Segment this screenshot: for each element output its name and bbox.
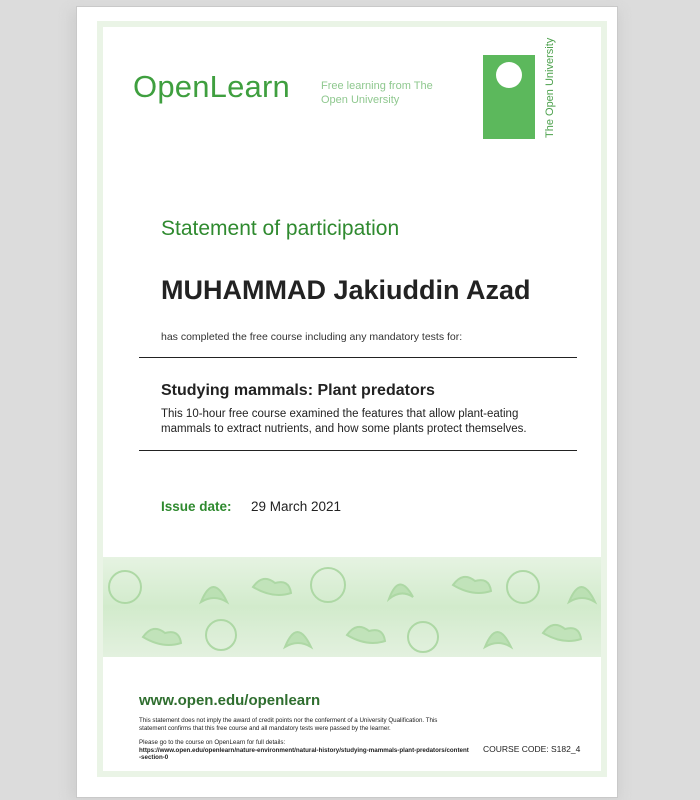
issue-date-label: Issue date:: [161, 499, 232, 514]
openlearn-url: www.open.edu/openlearn: [139, 692, 321, 709]
course-link-block: [139, 739, 469, 762]
open-university-wordmark: The Open University: [544, 37, 556, 138]
issue-date-value: 29 March 2021: [251, 499, 342, 514]
course-title: Studying mammals: Plant predators: [161, 382, 435, 399]
nature-pattern-icon: [103, 557, 601, 657]
openlearn-logo-text: OpenLearn: [133, 69, 290, 104]
completion-text: has completed the free course including any mandatory tests for:: [161, 331, 463, 343]
decorative-pattern-band: [103, 557, 601, 657]
divider-bottom: [139, 450, 577, 451]
open-university-logo-icon: [483, 55, 535, 139]
certificate: [76, 6, 618, 798]
course-link: https://www.open.edu/openlearn/nature-environment/natural-history/studying-mammals-plant-predators/content-section-0: [139, 746, 469, 761]
disclaimer-text: This statement does not imply the award of credit points nor the conferment of a University Qualification. This statement confirms that this free course and all mandatory tests were passed by the learner.: [139, 717, 438, 732]
course-code: COURSE CODE: S182_4: [483, 744, 581, 754]
certificate-inner: [97, 21, 607, 777]
course-description: This 10-hour free course examined the features that allow plant-eating mammals to extract nutrients, and how some plants protect themselves.: [161, 408, 527, 435]
tagline: Free learning from The Open University: [321, 80, 433, 106]
participant-name: MUHAMMAD Jakiuddin Azad: [161, 275, 531, 305]
statement-title: Statement of participation: [161, 217, 400, 240]
divider-top: [139, 357, 577, 358]
goto-text: Please go to the course on OpenLearn for full details:: [139, 739, 286, 746]
